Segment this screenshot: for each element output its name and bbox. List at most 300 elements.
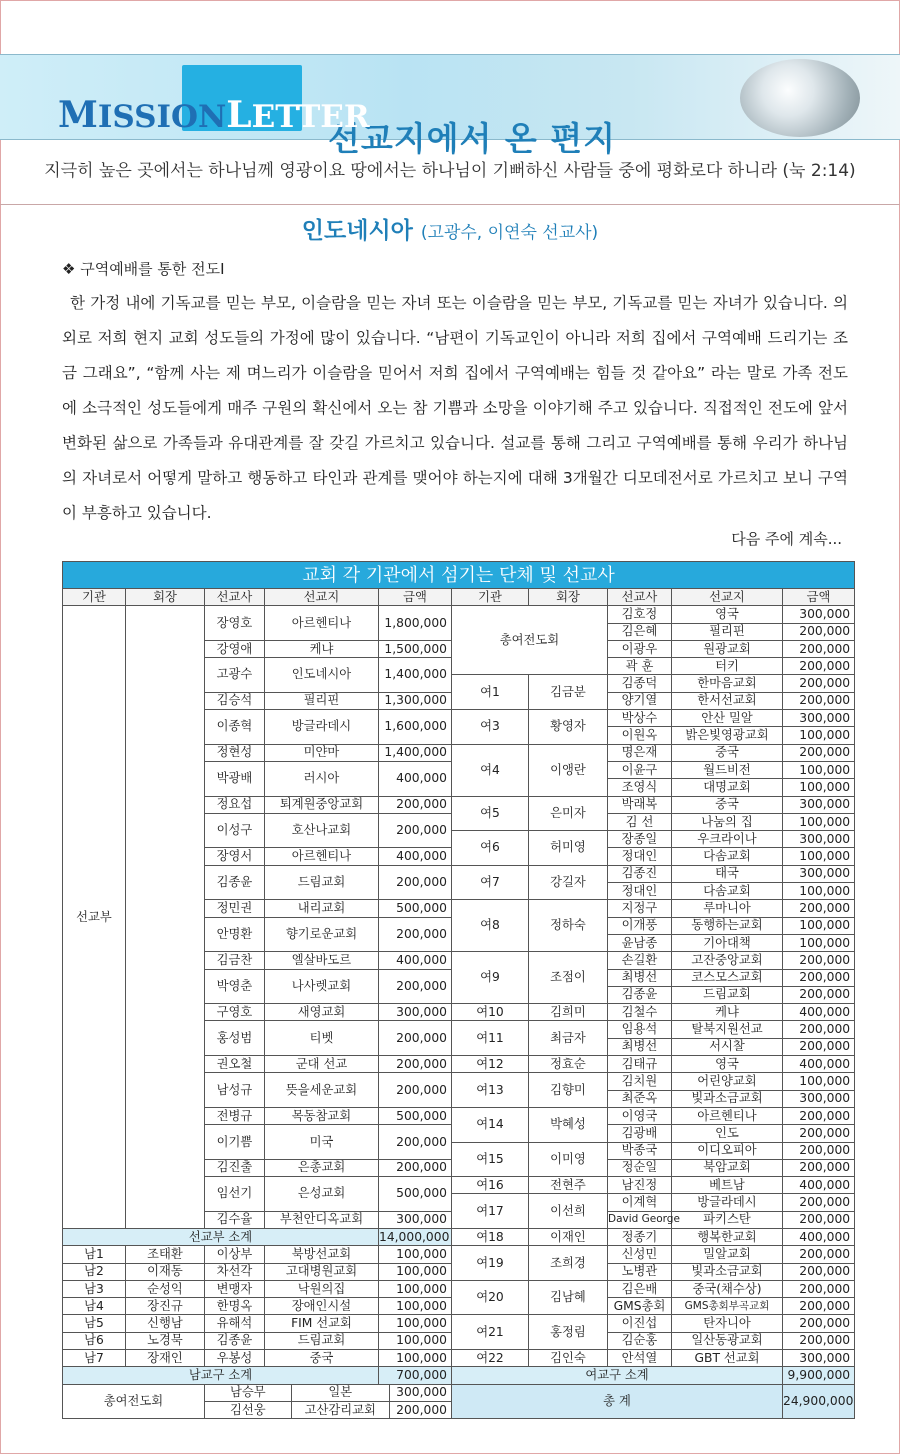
missionary-cell: David George <box>608 1211 672 1228</box>
missionary-cell: 남승무 <box>205 1385 291 1402</box>
amount-cell: 500,000 <box>379 1177 452 1212</box>
amount-cell: 200,000 <box>379 813 452 848</box>
missionary-cell: 곽 훈 <box>608 658 672 675</box>
amount-cell: 1,500,000 <box>379 640 452 657</box>
mission-field-cell: 필리핀 <box>265 692 379 709</box>
president-cell: 장재인 <box>126 1350 205 1367</box>
amount-cell: 200,000 <box>783 1246 855 1263</box>
missionary-cell: 남성규 <box>205 1073 265 1108</box>
subtotal-amount: 14,000,000 <box>379 1228 452 1245</box>
amount-cell: 200,000 <box>379 1056 452 1073</box>
president-cell: 순성익 <box>126 1280 205 1297</box>
missionary-cell: 박광배 <box>205 761 265 796</box>
mission-field-cell: 드림교회 <box>265 1332 379 1349</box>
table-row <box>63 1350 855 1367</box>
subtotal-label: 남교구 소계 <box>63 1367 379 1384</box>
amount-cell: 100,000 <box>783 761 855 778</box>
president-cell: 정하숙 <box>529 900 608 952</box>
missionary-cell: 남진정 <box>608 1177 672 1194</box>
missionary-cell: 안석열 <box>608 1350 672 1367</box>
mission-field-cell: 중국 <box>265 1350 379 1367</box>
missionary-cell: 임선기 <box>205 1177 265 1212</box>
amount-cell: 200,000 <box>783 623 855 640</box>
mission-field-cell: 은총교회 <box>265 1159 379 1176</box>
mission-field-cell: 행복한교회 <box>672 1228 783 1245</box>
amount-cell: 200,000 <box>783 1263 855 1280</box>
mission-field-cell: 우크라이나 <box>672 831 783 848</box>
org-cell: 여4 <box>452 744 529 796</box>
amount-cell: 100,000 <box>379 1263 452 1280</box>
missionary-cell: 이원옥 <box>608 727 672 744</box>
mission-field-cell: GBT 선교회 <box>672 1350 783 1367</box>
mission-field-cell: 뜻을세운교회 <box>265 1073 379 1108</box>
missionary-cell: 정종기 <box>608 1228 672 1245</box>
mission-field-cell: 고대병원교회 <box>265 1263 379 1280</box>
article-subhead: ❖ 구역예배를 통한 전도Ⅰ <box>62 260 225 278</box>
amount-cell: 400,000 <box>379 761 452 796</box>
missionary-cell: 박영춘 <box>205 969 265 1004</box>
org-cell: 여13 <box>452 1073 529 1108</box>
mission-field-cell: 기아대책 <box>672 934 783 951</box>
amount-cell: 500,000 <box>379 1107 452 1124</box>
org-cell: 여18 <box>452 1228 529 1245</box>
mission-field-cell: 은성교회 <box>265 1177 379 1212</box>
missionary-names: (고광수, 이연숙 선교사) <box>420 223 599 243</box>
missionary-cell: 김승석 <box>205 692 265 709</box>
missionary-cell: 장종일 <box>608 831 672 848</box>
org-cell: 남5 <box>63 1315 126 1332</box>
president-cell: 전현주 <box>529 1177 608 1194</box>
amount-cell: 200,000 <box>783 1280 855 1297</box>
missionary-cell: 양기열 <box>608 692 672 709</box>
missionary-cell: 권오철 <box>205 1056 265 1073</box>
org-cell: 총여전도회 <box>452 606 608 675</box>
missionary-cell: 최병선 <box>608 969 672 986</box>
amount-cell: 1,400,000 <box>379 658 452 693</box>
subtotal-amount: 700,000 <box>379 1367 452 1384</box>
missionary-cell: 김선웅 <box>205 1401 291 1418</box>
missionary-cell: 정대인 <box>608 883 672 900</box>
mission-field-cell: 파키스탄 <box>672 1211 783 1228</box>
amount-cell: 100,000 <box>783 813 855 830</box>
missionary-cell: 김태규 <box>608 1056 672 1073</box>
mission-field-cell: 한마음교회 <box>672 675 783 692</box>
president-cell: 최금자 <box>529 1021 608 1056</box>
president-cell: 조태환 <box>126 1246 205 1263</box>
amount-cell: 400,000 <box>783 1228 855 1245</box>
amount-cell: 200,000 <box>783 1021 855 1038</box>
mission-field-cell: 대명교회 <box>672 779 783 796</box>
mission-field-cell: 이디오피아 <box>672 1142 783 1159</box>
missionary-cell: 윤남종 <box>608 934 672 951</box>
missionary-cell: 박래복 <box>608 796 672 813</box>
amount-cell: 200,000 <box>783 969 855 986</box>
org-cell: 여10 <box>452 1004 529 1021</box>
support-table <box>62 561 855 1419</box>
amount-cell: 200,000 <box>783 986 855 1003</box>
missionary-cell: 김 선 <box>608 813 672 830</box>
amount-cell: 100,000 <box>783 848 855 865</box>
missionary-cell: 지정구 <box>608 900 672 917</box>
amount-cell: 400,000 <box>783 1004 855 1021</box>
amount-cell: 300,000 <box>783 865 855 882</box>
header-cell: 금액 <box>379 589 452 606</box>
missionary-cell: 김광배 <box>608 1125 672 1142</box>
mission-field-cell: 북방선교회 <box>265 1246 379 1263</box>
amount-cell: 300,000 <box>783 796 855 813</box>
subtotal-amount: 9,900,000 <box>783 1367 855 1384</box>
president-cell: 이재동 <box>126 1263 205 1280</box>
mission-field-cell: 탄자니아 <box>672 1315 783 1332</box>
amount-cell: 100,000 <box>379 1332 452 1349</box>
mission-field-cell: 드림교회 <box>672 986 783 1003</box>
amount-cell: 100,000 <box>379 1246 452 1263</box>
missionary-cell: GMS총회 <box>608 1298 672 1315</box>
missionary-cell: 이상부 <box>205 1246 265 1263</box>
amount-cell: 1,600,000 <box>379 710 452 745</box>
amount-cell: 200,000 <box>379 1159 452 1176</box>
table-row <box>63 1228 855 1245</box>
missionary-cell: 김순홍 <box>608 1332 672 1349</box>
org-cell: 여22 <box>452 1350 529 1367</box>
president-cell <box>126 606 205 1229</box>
org-cell: 여19 <box>452 1246 529 1281</box>
president-cell: 이재인 <box>529 1228 608 1245</box>
grand-total-label: 총 계 <box>452 1384 783 1419</box>
missionary-cell: 정대인 <box>608 848 672 865</box>
mission-field-cell: 안산 밀알 <box>672 710 783 727</box>
mission-field-cell: 군대 선교 <box>265 1056 379 1073</box>
amount-cell: 1,300,000 <box>379 692 452 709</box>
globe-icon <box>740 59 860 137</box>
amount-cell: 100,000 <box>379 1298 452 1315</box>
mission-field-cell: 드림교회 <box>265 865 379 900</box>
amount-cell: 1,800,000 <box>379 606 452 641</box>
missionary-cell: 김종윤 <box>205 865 265 900</box>
mission-field-cell: 어린양교회 <box>672 1073 783 1090</box>
subtotal-label: 여교구 소계 <box>452 1367 783 1384</box>
amount-cell: 100,000 <box>783 1073 855 1090</box>
president-cell: 강길자 <box>529 865 608 900</box>
missionary-cell: 유해석 <box>205 1315 265 1332</box>
amount-cell: 300,000 <box>379 1004 452 1021</box>
org-cell: 남4 <box>63 1298 126 1315</box>
president-cell: 김남혜 <box>529 1280 608 1315</box>
president-cell: 노경묵 <box>126 1332 205 1349</box>
org-cell: 여14 <box>452 1107 529 1142</box>
amount-cell: 200,000 <box>783 952 855 969</box>
missionary-cell: 김치원 <box>608 1073 672 1090</box>
org-cell: 여15 <box>452 1142 529 1177</box>
missionary-cell: 이윤구 <box>608 761 672 778</box>
amount-cell: 200,000 <box>783 1159 855 1176</box>
header-cell: 선교지 <box>672 589 783 606</box>
president-cell: 허미영 <box>529 831 608 866</box>
missionary-cell: 김은배 <box>608 1280 672 1297</box>
org-cell-mens-fed: 총여전도회 <box>63 1384 205 1419</box>
mission-field-cell: 낙원의집 <box>265 1280 379 1297</box>
amount-cell: 300,000 <box>783 1090 855 1107</box>
amount-cell: 300,000 <box>379 1211 452 1228</box>
amount-cell: 200,000 <box>379 969 452 1004</box>
president-cell: 김인숙 <box>529 1350 608 1367</box>
org-cell: 여8 <box>452 900 529 952</box>
missionary-cell: 신성민 <box>608 1246 672 1263</box>
amount-cell: 300,000 <box>783 831 855 848</box>
amount-cell: 200,000 <box>379 865 452 900</box>
missionary-cell: 박종국 <box>608 1142 672 1159</box>
missionary-cell: 이종혁 <box>205 710 265 745</box>
mission-field-cell: 루마니아 <box>672 900 783 917</box>
mission-field-cell: 한서선교회 <box>672 692 783 709</box>
amount-cell: 400,000 <box>379 848 452 865</box>
missionary-cell: 박상수 <box>608 710 672 727</box>
mission-field-cell: 일본 <box>291 1385 389 1402</box>
mission-field-cell: 영국 <box>672 606 783 623</box>
org-cell: 여20 <box>452 1280 529 1315</box>
amount-cell: 1,400,000 <box>379 744 452 761</box>
president-cell: 박혜성 <box>529 1107 608 1142</box>
president-cell: 이미영 <box>529 1142 608 1177</box>
mission-field-cell: GMS총회부곡교회 <box>672 1298 783 1315</box>
country-name: 인도네시아 <box>301 218 413 244</box>
mission-field-cell: 티벳 <box>265 1021 379 1056</box>
president-cell: 은미자 <box>529 796 608 831</box>
amount-cell: 200,000 <box>783 1125 855 1142</box>
mission-field-cell: 아르헨티나 <box>672 1107 783 1124</box>
mission-field-cell: 퇴계원중앙교회 <box>265 796 379 813</box>
amount-cell: 100,000 <box>783 917 855 934</box>
org-cell: 남3 <box>63 1280 126 1297</box>
mission-field-cell: 북암교회 <box>672 1159 783 1176</box>
missionary-cell: 임용석 <box>608 1021 672 1038</box>
mission-field-cell: FIM 선교회 <box>265 1315 379 1332</box>
president-cell: 김금분 <box>529 675 608 710</box>
amount-cell: 200,000 <box>379 796 452 813</box>
mission-field-cell: 아르헨티나 <box>265 606 379 641</box>
mission-field-cell: 엘살바도르 <box>265 952 379 969</box>
mission-field-cell: 중국 <box>672 744 783 761</box>
org-cell: 여16 <box>452 1177 529 1194</box>
org-cell: 여21 <box>452 1315 529 1350</box>
missionary-cell: 정민권 <box>205 900 265 917</box>
amount-cell: 300,000 <box>783 606 855 623</box>
mission-field-cell: 터키 <box>672 658 783 675</box>
amount-cell: 200,000 <box>396 1402 447 1417</box>
amount-cell: 200,000 <box>379 1125 452 1160</box>
mission-field-cell: 빛과소금교회 <box>672 1263 783 1280</box>
continued-note: 다음 주에 계속... <box>731 530 842 548</box>
header-cell: 회장 <box>529 589 608 606</box>
missionary-cell: 김종윤 <box>205 1332 265 1349</box>
bible-verse: 지극히 높은 곳에서는 하나님께 영광이요 땅에서는 하나님이 기뻐하신 사람들 중에 평화로다 하니라 (눅 2:14) <box>0 148 900 205</box>
missionary-cell: 명은재 <box>608 744 672 761</box>
amount-cell: 100,000 <box>783 883 855 900</box>
amount-cell: 300,000 <box>389 1385 451 1402</box>
org-cell: 여3 <box>452 710 529 745</box>
mission-field-cell: 향기로운교회 <box>265 917 379 952</box>
mission-field-cell: 영국 <box>672 1056 783 1073</box>
mission-field-cell: 방글라데시 <box>672 1194 783 1211</box>
missionary-cell: 이기쁨 <box>205 1125 265 1160</box>
amount-cell: 200,000 <box>783 1211 855 1228</box>
table-row <box>63 1367 855 1384</box>
amount-cell: 500,000 <box>379 900 452 917</box>
mission-field-cell: 일산동광교회 <box>672 1332 783 1349</box>
org-cell: 남7 <box>63 1350 126 1367</box>
mission-field-cell: 필리핀 <box>672 623 783 640</box>
missionary-cell: 변맹자 <box>205 1280 265 1297</box>
org-cell: 남2 <box>63 1263 126 1280</box>
president-cell: 홍정림 <box>529 1315 608 1350</box>
president-cell: 김향미 <box>529 1073 608 1108</box>
mission-field-cell: 나사렛교회 <box>265 969 379 1004</box>
mission-field-cell: 목동참교회 <box>265 1107 379 1124</box>
missionary-cell: 구영호 <box>205 1004 265 1021</box>
mission-field-cell: 인도네시아 <box>265 658 379 693</box>
table-header-row <box>63 589 855 606</box>
president-cell: 황영자 <box>529 710 608 745</box>
mens-fed-entries <box>205 1384 452 1419</box>
missionary-cell: 김금찬 <box>205 952 265 969</box>
amount-cell: 200,000 <box>379 917 452 952</box>
mission-field-cell: 미얀마 <box>265 744 379 761</box>
mission-letter-logo: MISSIONLETTER <box>58 94 370 136</box>
table-row <box>63 606 855 623</box>
amount-cell: 100,000 <box>379 1350 452 1367</box>
president-cell: 신행남 <box>126 1315 205 1332</box>
amount-cell: 100,000 <box>379 1280 452 1297</box>
article-body: 한 가정 내에 기독교를 믿는 부모, 이슬람을 믿는 자녀 또는 이슬람을 믿는 부모, 기독교를 믿는 자녀가 있습니다. 의외로 저희 현지 교회 성도들의 가정에 많이 있습니다. “남편이 기독교인이 아니라 저희 집에서 구역예배 드리기는 조금 그래요”, “함께 사는 제 며느리가 이슬람을 믿어서 저희 집에서 구역예배는 힘들 것 같아요” 라는 말로 가족 전도에 소극적인 성도들에게 매주 구원의 확신에서 오는 참 기쁨과 소망을 이야기해 주고 있습니다. 직접적인 전도에 앞서 변화된 삶으로 가족들과 유대관계를 잘 갖길 가르치고 있습니다. 설교를 통해 그리고 구역예배를 통해 우리가 하나님의 자녀로서 어떻게 말하고 행동하고 타인과 관계를 맺어야 하는지에 대해 3개월간 디모데전서로 가르치고 보니 구역이 부흥하고 있습니다. <box>62 294 848 522</box>
missionary-cell: 강영애 <box>205 640 265 657</box>
president-cell: 조점이 <box>529 952 608 1004</box>
missionary-cell: 김종진 <box>608 865 672 882</box>
missionary-cell: 이계혁 <box>608 1194 672 1211</box>
header-cell: 회장 <box>126 589 205 606</box>
header-cell: 선교사 <box>205 589 265 606</box>
missionary-cell: 우봉성 <box>205 1350 265 1367</box>
amount-cell: 400,000 <box>379 952 452 969</box>
amount-cell: 200,000 <box>783 1107 855 1124</box>
president-cell: 조희경 <box>529 1246 608 1281</box>
amount-cell: 200,000 <box>783 900 855 917</box>
mission-field-cell: 새영교회 <box>265 1004 379 1021</box>
missionary-cell: 차선각 <box>205 1263 265 1280</box>
amount-cell: 100,000 <box>783 934 855 951</box>
mission-field-cell: 탈북지원선교 <box>672 1021 783 1038</box>
amount-cell: 200,000 <box>783 1332 855 1349</box>
mission-field-cell: 밝은빛영광교회 <box>672 727 783 744</box>
org-cell: 여9 <box>452 952 529 1004</box>
mission-field-cell: 월드비전 <box>672 761 783 778</box>
amount-cell: 200,000 <box>783 1315 855 1332</box>
missionary-cell: 노병관 <box>608 1263 672 1280</box>
amount-cell: 100,000 <box>379 1315 452 1332</box>
president-cell: 김희미 <box>529 1004 608 1021</box>
amount-cell: 200,000 <box>783 744 855 761</box>
mission-field-cell: 방글라데시 <box>265 710 379 745</box>
amount-cell: 300,000 <box>783 1350 855 1367</box>
amount-cell: 200,000 <box>783 692 855 709</box>
mission-field-cell: 케냐 <box>672 1004 783 1021</box>
missionary-cell: 김철수 <box>608 1004 672 1021</box>
mission-field-cell: 밀알교회 <box>672 1246 783 1263</box>
table-row <box>63 1315 855 1332</box>
org-cell: 여1 <box>452 675 529 710</box>
president-cell: 장진규 <box>126 1298 205 1315</box>
mission-field-cell: 호산나교회 <box>265 813 379 848</box>
missionary-cell: 김진출 <box>205 1159 265 1176</box>
mission-field-cell: 아르헨티나 <box>265 848 379 865</box>
mission-field-cell: 인도 <box>672 1125 783 1142</box>
missionary-cell: 안명환 <box>205 917 265 952</box>
missionary-cell: 최준옥 <box>608 1090 672 1107</box>
president-cell: 이선희 <box>529 1194 608 1229</box>
missionary-cell: 김종윤 <box>608 986 672 1003</box>
missionary-cell: 한명옥 <box>205 1298 265 1315</box>
org-cell: 여11 <box>452 1021 529 1056</box>
missionary-cell: 이영국 <box>608 1107 672 1124</box>
mission-field-cell: 장애인시설 <box>265 1298 379 1315</box>
amount-cell: 200,000 <box>783 1194 855 1211</box>
missionary-cell: 김은혜 <box>608 623 672 640</box>
org-cell: 남6 <box>63 1332 126 1349</box>
mission-field-cell: 나눔의 집 <box>672 813 783 830</box>
mission-field-cell: 빛과소금교회 <box>672 1090 783 1107</box>
president-cell: 이앵란 <box>529 744 608 796</box>
amount-cell: 200,000 <box>783 1038 855 1055</box>
subtotal-label: 선교부 소계 <box>63 1228 379 1245</box>
mission-field-cell: 중국 <box>672 796 783 813</box>
missionary-cell: 이진섭 <box>608 1315 672 1332</box>
missionary-cell: 정순일 <box>608 1159 672 1176</box>
missionary-cell: 조영식 <box>608 779 672 796</box>
amount-cell: 200,000 <box>379 1073 452 1108</box>
missionary-cell: 장영호 <box>205 606 265 641</box>
org-cell: 여17 <box>452 1194 529 1229</box>
mission-field-cell: 베트남 <box>672 1177 783 1194</box>
mission-field-cell: 태국 <box>672 865 783 882</box>
amount-cell: 200,000 <box>783 640 855 657</box>
amount-cell: 400,000 <box>783 1177 855 1194</box>
header-cell: 기관 <box>63 589 126 606</box>
missionary-cell: 홍성범 <box>205 1021 265 1056</box>
org-cell: 여6 <box>452 831 529 866</box>
org-cell: 여5 <box>452 796 529 831</box>
missionary-cell: 정요섭 <box>205 796 265 813</box>
amount-cell: 200,000 <box>783 1142 855 1159</box>
org-cell: 여7 <box>452 865 529 900</box>
missionary-cell: 전병규 <box>205 1107 265 1124</box>
missionary-cell: 장영서 <box>205 848 265 865</box>
amount-cell: 300,000 <box>783 710 855 727</box>
header-cell: 금액 <box>783 589 855 606</box>
amount-cell: 200,000 <box>379 1021 452 1056</box>
header-cell: 선교지 <box>265 589 379 606</box>
table-caption: 교회 각 기관에서 섬기는 단체 및 선교사 <box>63 562 855 589</box>
amount-cell: 200,000 <box>783 675 855 692</box>
mission-field-cell: 케냐 <box>265 640 379 657</box>
amount-cell: 200,000 <box>783 1298 855 1315</box>
page-title: 선교지에서 온 편지 <box>328 119 617 158</box>
president-cell: 정효순 <box>529 1056 608 1073</box>
mission-field-cell: 내리교회 <box>265 900 379 917</box>
amount-cell: 100,000 <box>783 779 855 796</box>
mission-field-cell: 미국 <box>265 1125 379 1160</box>
org-cell: 남1 <box>63 1246 126 1263</box>
amount-cell: 200,000 <box>783 658 855 675</box>
org-cell-mission-dept: 선교부 <box>63 606 126 1229</box>
